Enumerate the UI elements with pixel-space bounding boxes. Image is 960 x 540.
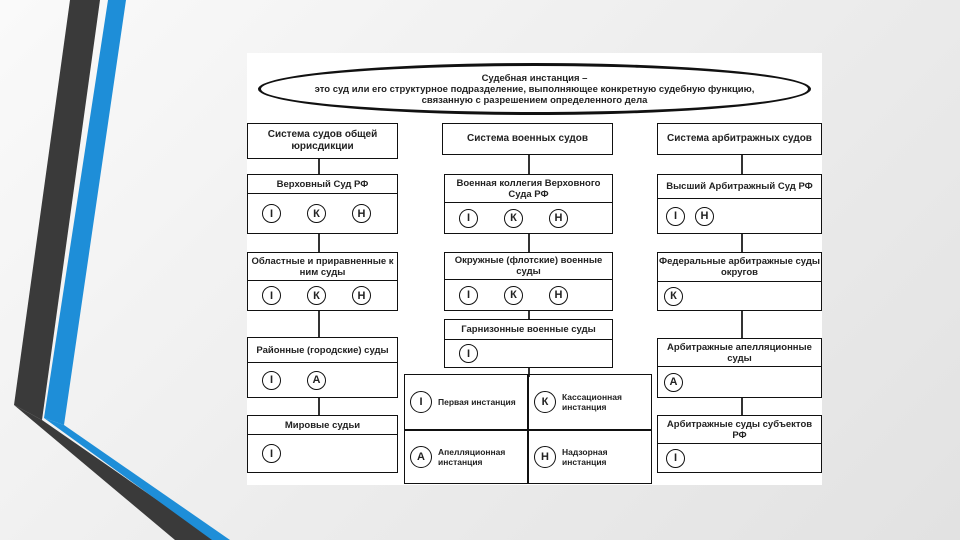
instance-group [248,363,397,397]
instance-circle: К [307,286,326,305]
court-name: Окружные (флотские) военные суды [445,253,612,280]
legend-label: Апелляционная инстанция [438,447,506,467]
instance-circle: К [664,287,683,306]
instance-group [445,203,612,233]
instance-group [445,280,612,310]
blue-stripe-bottom [44,418,230,540]
instance-group [445,340,612,367]
legend-label: Первая инстанция [438,397,516,407]
instance-circle: Н [549,286,568,305]
legend-item-cassation [529,375,652,429]
column-header-military: Система военных судов [442,123,613,155]
instance-circle: I [262,204,281,223]
court-box-supreme [247,174,398,234]
court-box-district [247,337,398,398]
column-header-general: Система судов общей юрисдикции [247,123,398,159]
instance-group [658,199,821,233]
instance-circle: Н [352,286,371,305]
instance-group [248,435,397,472]
instance-group [658,367,821,397]
court-name: Областные и приравненные к ним суды [248,253,397,281]
court-box-appellate-arbitration [657,338,822,398]
court-box-military-collegium [444,174,613,234]
legend-label: Кассационная инстанция [562,392,622,412]
court-box-subject-arbitration [657,415,822,473]
instance-circle: I [666,449,685,468]
definition-title: Судебная инстанция – [481,72,588,84]
instance-circle: I [459,344,478,363]
instance-group [248,194,397,233]
definition-line: это суд или его структурное подразделение, выполняющее конкретную судебную функцию, [314,83,755,95]
court-box-federal-arbitration [657,252,822,311]
legend-item-supervisory [529,430,652,484]
instance-circle: А [664,373,683,392]
court-box-garrison [444,319,613,368]
column-header-arbitration: Система арбитражных судов [657,123,822,155]
instance-circle: Н [549,209,568,228]
court-name: Высший Арбитражный Суд РФ [658,175,821,199]
court-name: Гарнизонные военные суды [445,320,612,340]
court-name: Федеральные арбитражные суды округов [658,253,821,282]
court-name: Мировые судьи [248,416,397,435]
legend-item-first [405,375,528,429]
instance-circle: К [504,209,523,228]
court-box-supreme-arbitration [657,174,822,234]
legend-symbol: К [534,391,556,413]
instance-circle: К [504,286,523,305]
legend-symbol: Н [534,446,556,468]
court-instances-diagram [247,53,822,485]
court-name: Районные (городские) суды [248,338,397,363]
instance-group [658,282,821,310]
court-box-district-military [444,252,613,311]
instance-circle: А [307,371,326,390]
legend-symbol: I [410,391,432,413]
instance-circle: I [666,207,685,226]
court-name: Арбитражные апелляционные суды [658,339,821,367]
legend-label: Надзорная инстанция [562,447,608,467]
instance-group [248,281,397,310]
legend-symbol: А [410,446,432,468]
definition-oval [258,63,811,115]
instance-circle: I [459,286,478,305]
legend-item-appeal [405,430,528,484]
instance-circle: Н [695,207,714,226]
instance-circle: I [262,286,281,305]
court-box-regional [247,252,398,311]
instance-group [658,444,821,472]
court-name: Военная коллегия Верховного Суда РФ [445,175,612,203]
instance-circle: I [262,444,281,463]
court-name: Верховный Суд РФ [248,175,397,194]
instance-circle: К [307,204,326,223]
definition-line: связанную с разрешением определенного дела [421,94,648,106]
legend [404,374,652,484]
instance-circle: I [262,371,281,390]
instance-circle: Н [352,204,371,223]
instance-circle: I [459,209,478,228]
court-box-magistrates [247,415,398,473]
court-name: Арбитражные суды субъектов РФ [658,416,821,444]
